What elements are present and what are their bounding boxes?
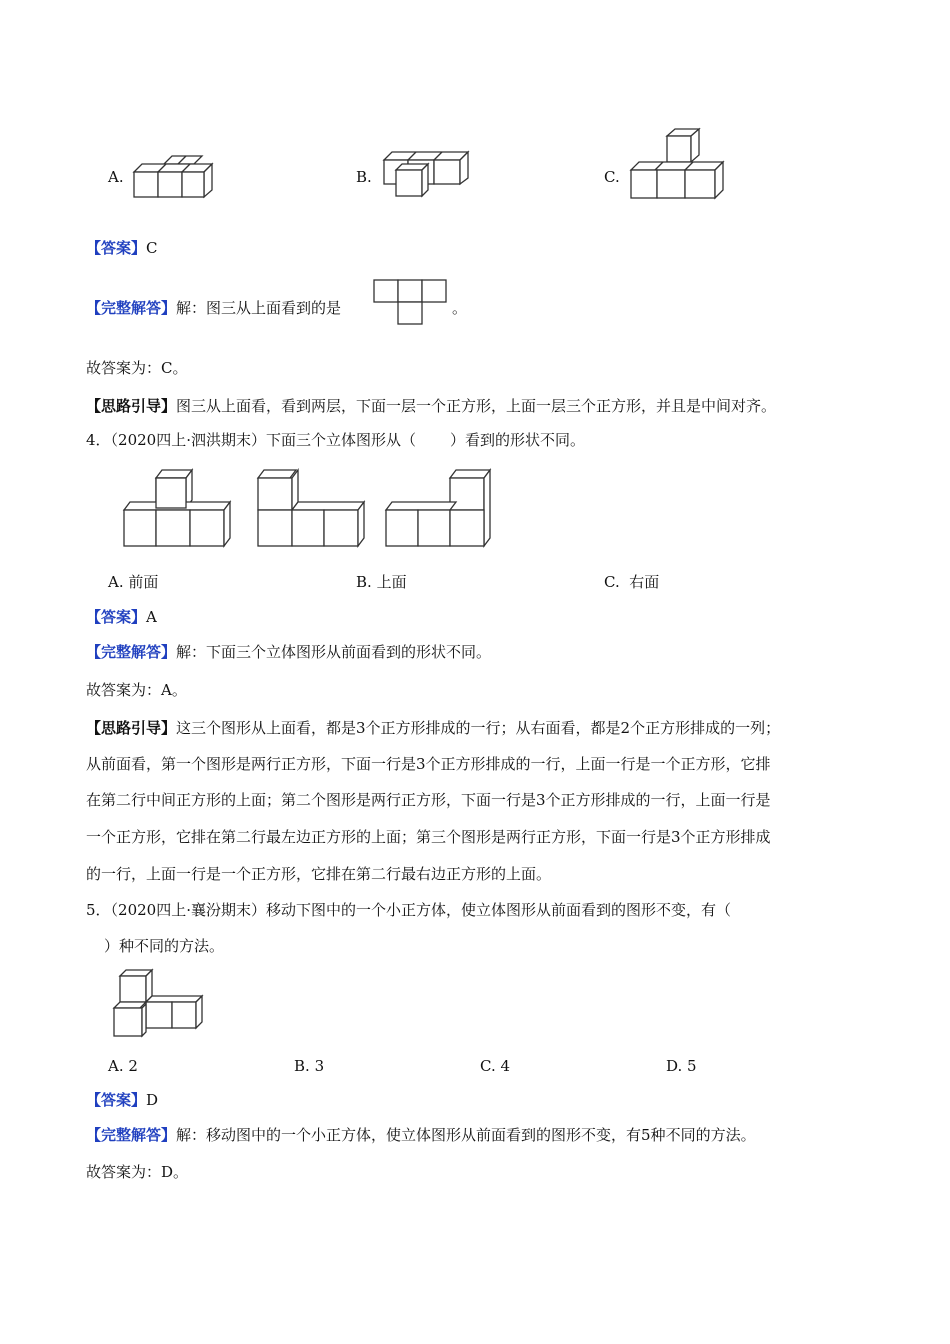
q3-figure-c [627,128,727,208]
option-letter: A. [108,168,124,186]
q3-hint-line [86,396,776,416]
option-letter: A. [108,1057,124,1075]
q3-answer-line [86,238,158,258]
option-text: 右面 [629,573,660,591]
q5-option-c [480,1056,510,1076]
option-text: 5 [687,1057,697,1075]
q3-figure-b [380,150,480,200]
solution-tag: 【完整解答】 [86,643,177,661]
q4-figure-1 [118,466,238,556]
answer-tag: 【答案】 [86,608,147,626]
q5-stem-line-2: ）种不同的方法。 [104,937,225,955]
q4-solution-line [86,642,491,662]
q3-solution-end: 。 [452,299,468,317]
solution-tag: 【完整解答】 [86,1126,177,1144]
answer-value: C [146,239,158,257]
q4-stem [86,430,585,450]
q4-conclusion: 故答案为：A。 [86,681,187,699]
q3-solution-line [86,298,341,318]
hint-text: 这三个图形从上面看，都是3个正方形排成的一行；从右面看，都是2个正方形排成的一列； [176,719,781,737]
q5-answer-line [86,1090,158,1110]
hint-tag: 【思路引导】 [86,397,177,415]
option-letter: C. [604,168,620,186]
answer-tag: 【答案】 [86,239,147,257]
option-letter: C. [604,573,620,591]
q5-option-d [666,1056,697,1076]
answer-tag: 【答案】 [86,1091,147,1109]
option-letter: D. [666,1057,683,1075]
q3-option-b [356,167,372,187]
option-text: 前面 [128,573,159,591]
solution-text: 解：图三从上面看到的是 [176,299,342,317]
option-text: 4 [500,1057,511,1075]
option-letter: B. [294,1057,310,1075]
q3-option-c [604,167,620,187]
q4-option-b [356,572,407,592]
solution-text: 解：下面三个立体图形从前面看到的形状不同。 [176,643,492,661]
q5-figure [110,966,210,1042]
option-text: 3 [314,1057,325,1075]
q4-hint-line-1 [86,718,780,738]
stem-after: ）看到的形状不同。 [450,431,586,449]
q3-conclusion: 故答案为：C。 [86,359,188,377]
answer-value: A [146,608,157,626]
option-text: 2 [128,1057,138,1075]
q5-conclusion: 故答案为：D。 [86,1163,189,1181]
q5-stem-line-1: 5．（2020四上·襄汾期末）移动下图中的一个小正方体，使立体图形从前面看到的图形不变，有（ [86,901,731,919]
q3-option-a [108,167,124,187]
hint-text: 图三从上面看，看到两层，下面一层一个正方形，上面一层三个正方形，并且是中间对齐。 [176,397,777,415]
q4-figure-2 [252,466,372,556]
option-letter: B. [356,168,372,186]
q5-option-b [294,1056,324,1076]
solution-text: 解：移动图中的一个小正方体，使立体图形从前面看到的图形不变，有5种不同的方法。 [176,1126,756,1144]
q4-hint-line-2: 从前面看，第一个图形是两行正方形，下面一行是3个正方形排成的一行，上面一行是一个正方形，它排 [86,755,771,773]
answer-value: D [146,1091,159,1109]
q4-hint-line-4: 一个正方形，它排在第二行最左边正方形的上面；第三个图形是两行正方形，下面一行是3个正方形排成 [86,828,771,846]
hint-tag: 【思路引导】 [86,719,177,737]
q4-option-a [108,572,158,592]
option-letter: A. [108,573,124,591]
stem-before: 4．（2020四上·泗洪期末）下面三个立体图形从（ [86,431,416,449]
q4-figure-3 [382,466,502,556]
option-text: 上面 [376,573,407,591]
q5-option-a [108,1056,138,1076]
q3-top-view-figure [374,280,454,330]
solution-tag: 【完整解答】 [86,299,177,317]
q5-solution-line [86,1125,756,1145]
q4-hint-line-5: 的一行，上面一行是一个正方形，它排在第二行最右边正方形的上面。 [86,865,552,883]
option-letter: C. [480,1057,496,1075]
q4-answer-line [86,607,157,627]
q4-hint-line-3: 在第二行中间正方形的上面；第二个图形是两行正方形，下面一行是3个正方形排成的一行，上面一行是 [86,791,771,809]
q3-figure-a [132,152,222,202]
option-letter: B. [356,573,372,591]
q4-option-c [604,572,659,592]
